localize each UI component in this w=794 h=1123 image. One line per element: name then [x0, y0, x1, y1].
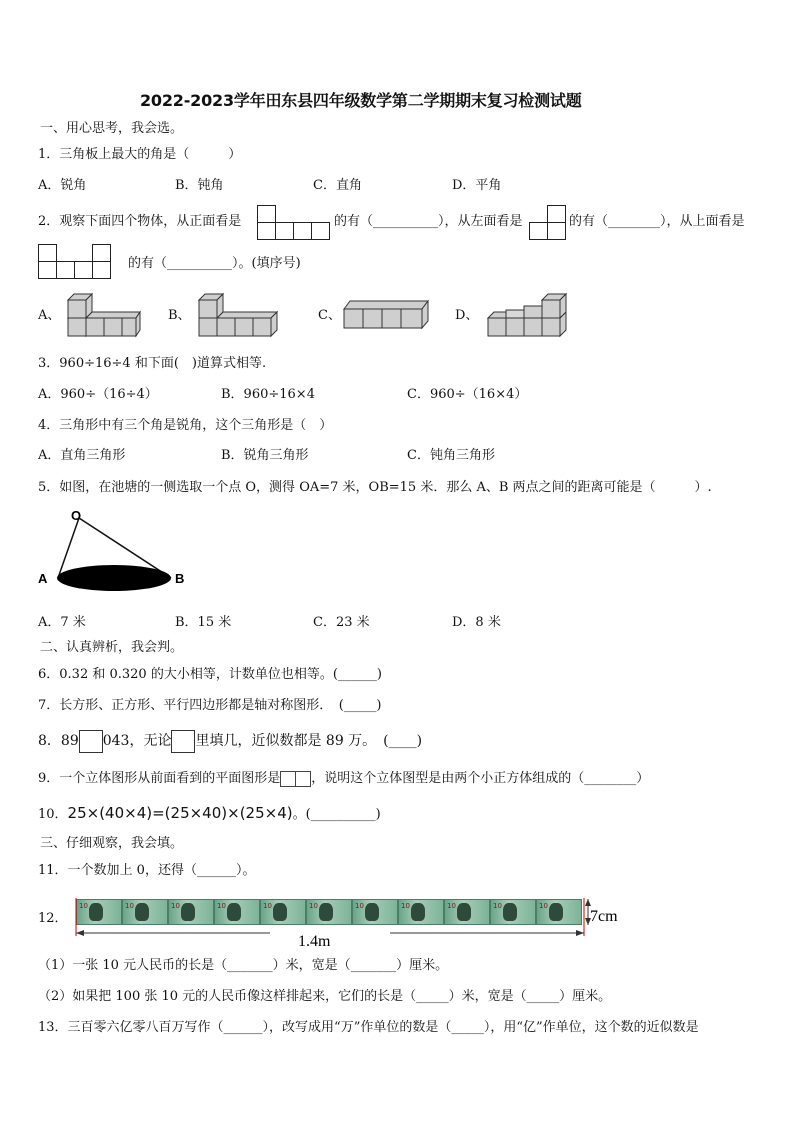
question-4-stem: 4．三角形中有三个角是锐角，这个三角形是（ ）: [38, 418, 333, 433]
q2-option-b-label[interactable]: B、: [168, 308, 191, 323]
question-3-stem: 3．960÷16÷4 和下面( )道算式相等.: [38, 356, 267, 371]
q5-option-b[interactable]: B．15 米: [175, 615, 232, 630]
bill-value: 10: [263, 902, 272, 910]
page-title: 2022-2023学年田东县四年级数学第二学期期末复习检测试题: [140, 91, 582, 110]
q1-option-a[interactable]: A．锐角: [38, 178, 87, 193]
question-2-part3: 的有（________），从上面看是: [569, 214, 745, 229]
q8-part1: 8．89: [38, 733, 79, 749]
section-heading: 一、用心思考，我会选。: [40, 121, 184, 136]
q9-part1: 9．一个立体图形从前面看到的平面图形是: [38, 771, 281, 786]
bill-value: 10: [79, 902, 88, 910]
left-view-figure: [529, 205, 566, 240]
question-10: [38, 803, 381, 824]
q1-option-b[interactable]: B．钝角: [175, 178, 224, 193]
q2-option-d-label[interactable]: D、: [455, 308, 479, 323]
q4-option-b[interactable]: B．锐角三角形: [221, 448, 309, 463]
q2-option-c-figure: [340, 295, 432, 335]
point-o-label: O: [71, 508, 82, 523]
bill-value: 10: [539, 902, 548, 910]
bill-value: 10: [401, 902, 410, 910]
q8-digit-box[interactable]: [79, 730, 103, 753]
point-b-label: B: [175, 571, 185, 586]
question-2-part4: 的有（__________）。(填序号): [128, 256, 301, 271]
q1-option-d[interactable]: D．平角: [452, 178, 502, 193]
width-label: 7cm: [590, 908, 618, 925]
q2-option-a-label[interactable]: A、: [38, 308, 61, 323]
q3-option-c[interactable]: C．960÷（16×4）: [407, 387, 528, 402]
q5-option-c[interactable]: C．23 米: [313, 615, 370, 630]
q8-part2: 043，无论: [102, 733, 172, 749]
q1-option-c[interactable]: C．直角: [313, 178, 362, 193]
question-2-part1: 2．观察下面四个物体，从正面看是: [38, 214, 242, 229]
q10-blank[interactable]: 。(__________): [292, 807, 381, 822]
bill-value: 10: [447, 902, 456, 910]
bill-value: 10: [125, 902, 134, 910]
q12-subquestion-2[interactable]: （2）如果把 100 张 10 元的人民币像这样排起来，它们的长是（_____）米，宽是（_____）厘米。: [38, 989, 612, 1004]
q8-part3[interactable]: 里填几，近似数都是 89 万。 (____): [195, 733, 423, 749]
pond-diagram: [36, 506, 196, 596]
bill-value: 10: [171, 902, 180, 910]
point-a-label: A: [38, 571, 48, 586]
q10-label: 10．: [38, 807, 68, 822]
q3-option-b[interactable]: B．960÷16×4: [221, 387, 315, 402]
q5-option-d[interactable]: D．8 米: [452, 615, 501, 630]
q9-part2[interactable]: ，说明这个立体图型是由两个小正方体组成的（________）: [311, 771, 650, 786]
question-7-stem[interactable]: 7．长方形、正方形、平行四边形都是轴对称图形． (_____): [38, 698, 382, 713]
length-label: 1.4m: [298, 933, 331, 950]
bill-value: 10: [217, 902, 226, 910]
square-icon: [280, 771, 296, 787]
q2-option-b-figure: [195, 290, 281, 340]
question-12-label: 12．: [38, 911, 68, 926]
section-heading: 二、认真辨析，我会判。: [40, 640, 184, 655]
bill-value: 10: [493, 902, 502, 910]
question-6-stem[interactable]: 6．0.32 和 0.320 的大小相等，计数单位也相等。(______): [38, 667, 382, 682]
q8-digit-box[interactable]: [171, 730, 195, 753]
question-2-part2: 的有（__________），从左面看是: [334, 214, 523, 229]
banknote-measurements: [70, 894, 630, 950]
q2-option-c-label[interactable]: C、: [318, 308, 341, 323]
q3-option-a[interactable]: A．960÷（16÷4）: [38, 387, 158, 402]
square-icon: [295, 771, 311, 787]
q10-expression: 25×(40×4)=(25×40)×(25×4): [67, 804, 293, 822]
q2-option-a-figure: [60, 290, 142, 340]
question-5-stem: 5．如图，在池塘的一侧选取一个点 O，测得 OA=7 米，OB=15 米．那么 A、B 两点之间的距离可能是（ ）.: [38, 480, 712, 495]
q2-option-d-figure: [484, 290, 576, 340]
question-9: [38, 770, 649, 788]
q4-option-c[interactable]: C．钝角三角形: [407, 448, 495, 463]
bill-value: 10: [355, 902, 364, 910]
question-8: [38, 729, 422, 753]
top-view-figure: [38, 244, 111, 279]
q12-subquestion-1[interactable]: （1）一张 10 元人民币的长是（_______）米，宽是（_______）厘米。: [38, 958, 449, 973]
question-13-stem[interactable]: 13．三百零六亿零八百万写作（______），改写成用“万”作单位的数是（_____），用“亿”作单位，这个数的近似数是: [38, 1020, 699, 1035]
q4-option-a[interactable]: A．直角三角形: [38, 448, 126, 463]
q5-option-a[interactable]: A．7 米: [38, 615, 86, 630]
question-11-stem[interactable]: 11．一个数加上 0，还得（______）。: [38, 863, 256, 878]
question-1-stem: 1．三角板上最大的角是（ ）: [38, 147, 242, 162]
front-view-figure: [257, 205, 330, 240]
bill-value: 10: [309, 902, 318, 910]
section-heading: 三、仔细观察，我会填。: [40, 836, 184, 851]
